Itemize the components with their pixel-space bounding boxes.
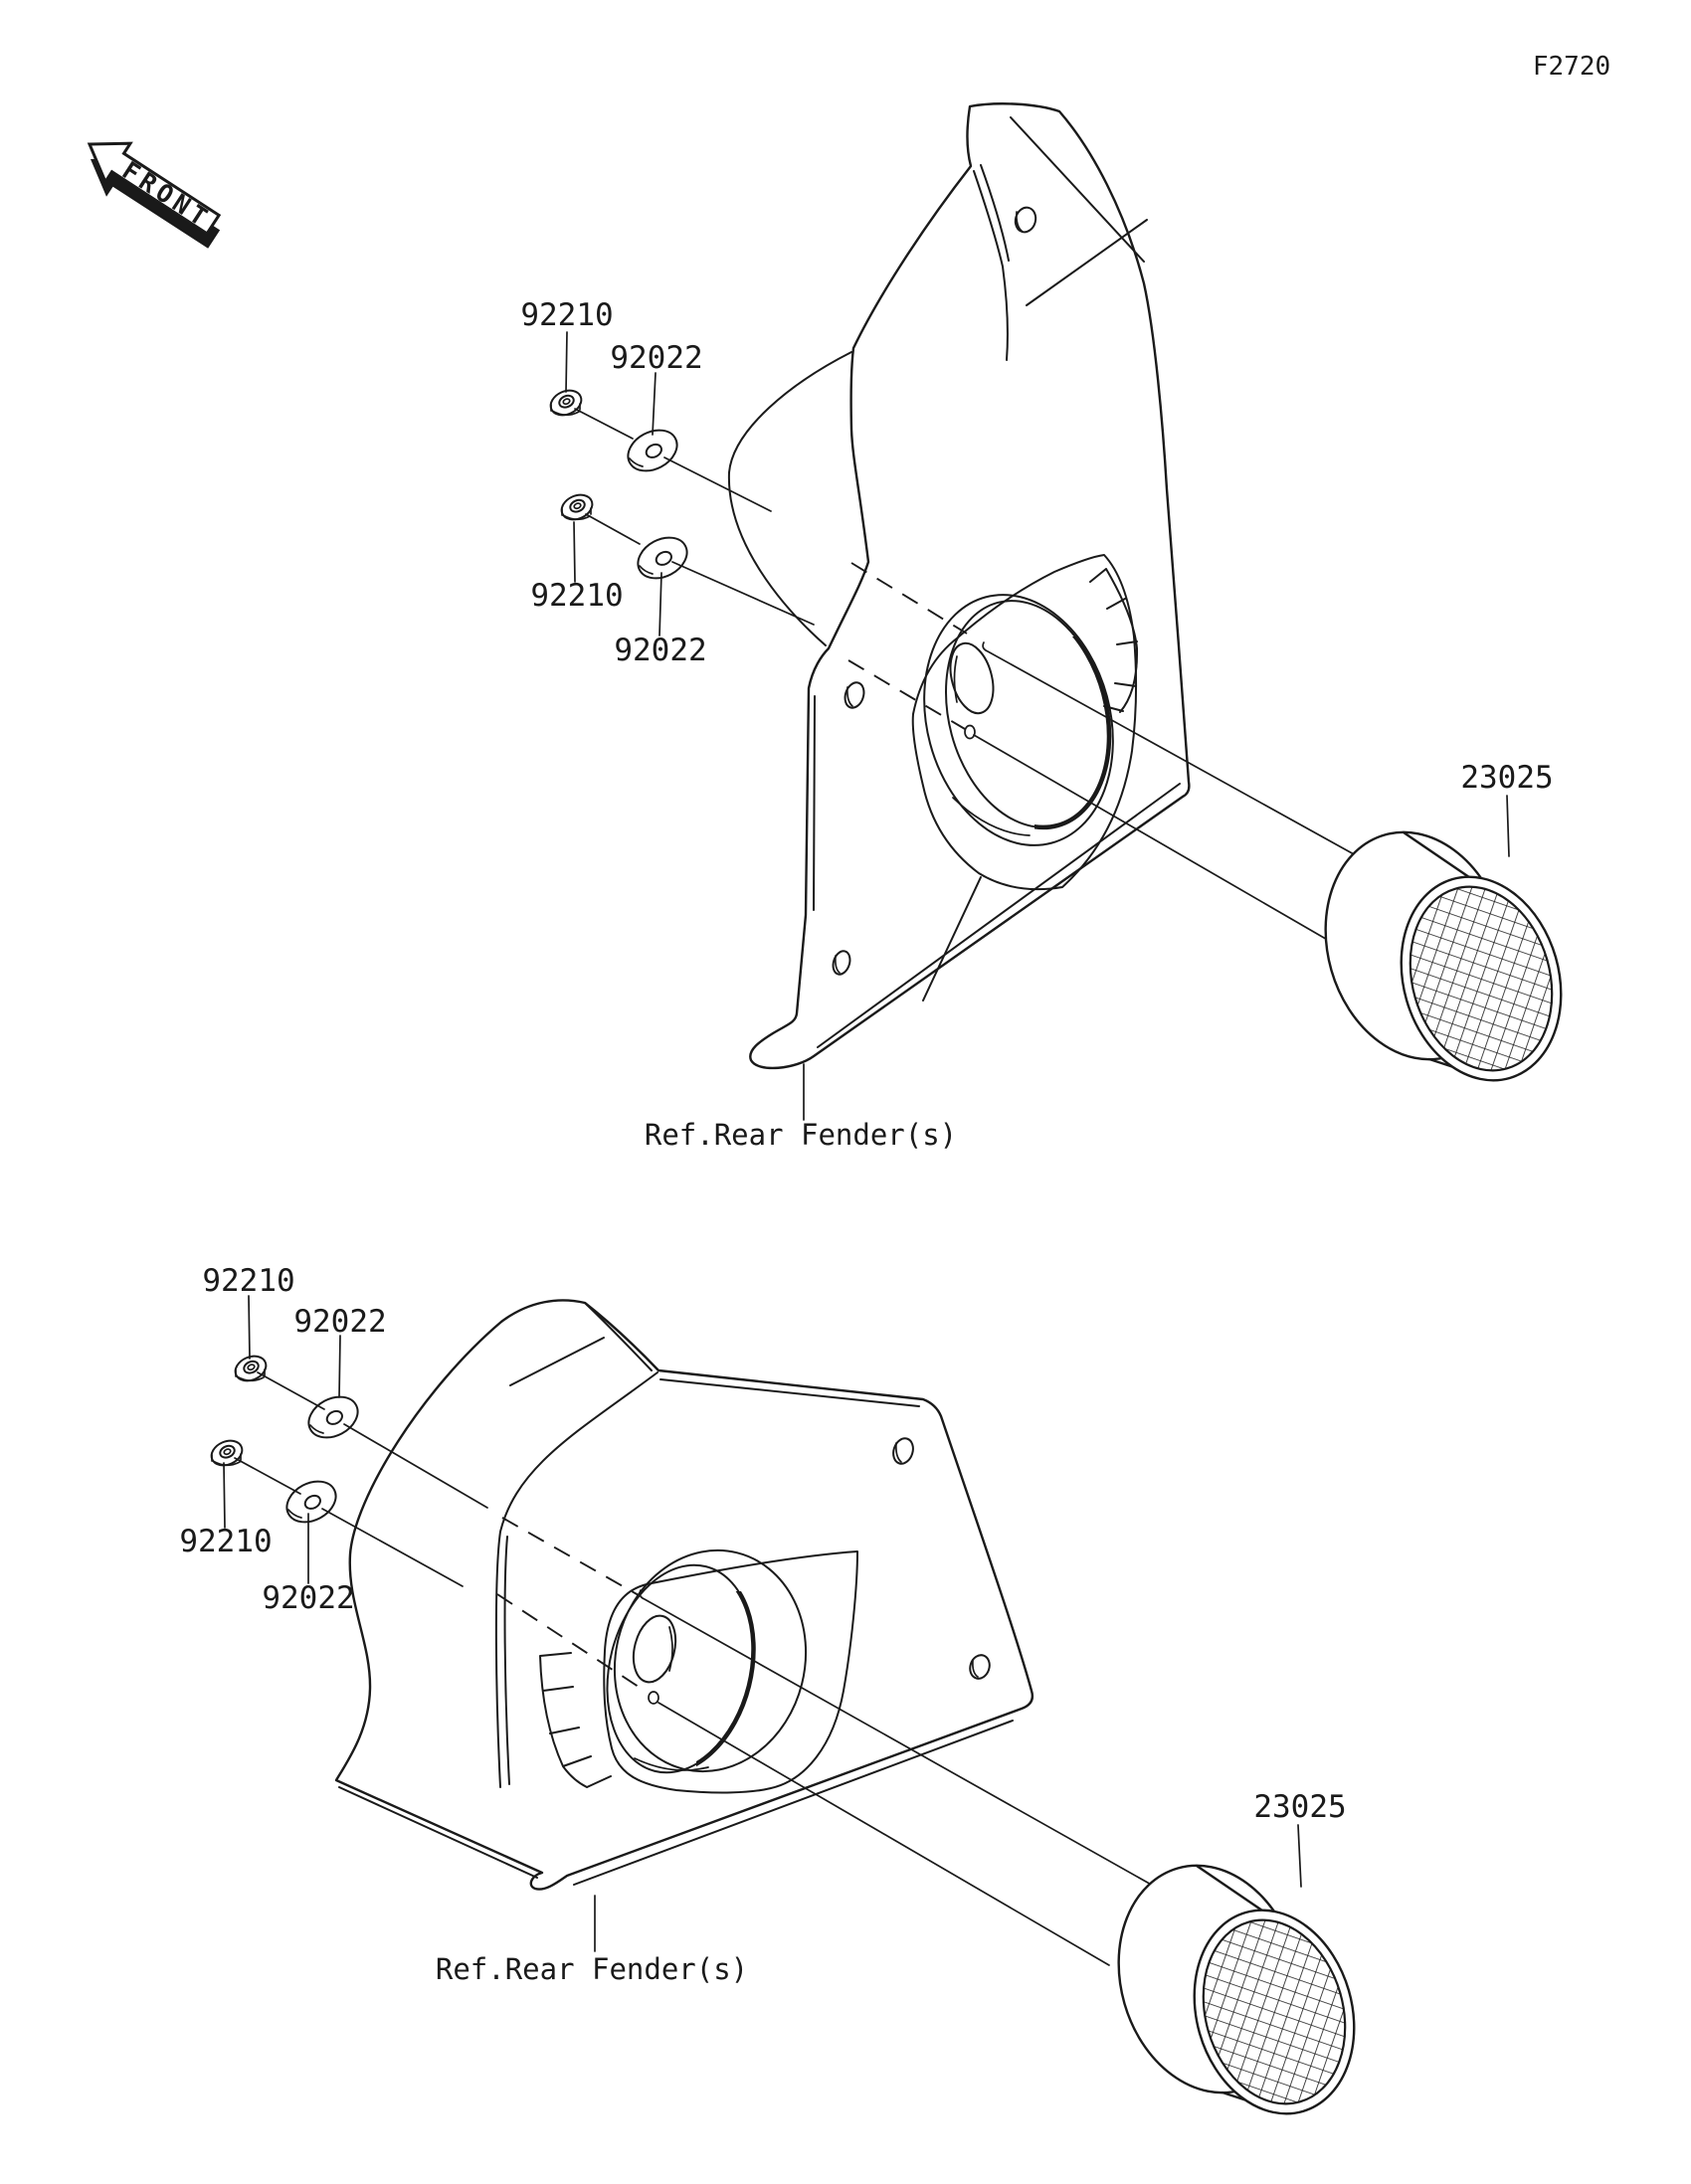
axis-upper-solid bbox=[575, 409, 771, 511]
axis-upper-hidden bbox=[851, 563, 967, 634]
axis-lower-solid bbox=[235, 1458, 463, 1586]
reflector-recess-bottom bbox=[540, 1530, 857, 1792]
recess-opening bbox=[913, 555, 1136, 889]
ref-note-bottom: Ref.Rear Fender(s) bbox=[435, 1952, 749, 1986]
part-label-reflector-top: 23025 bbox=[1460, 760, 1554, 796]
bottom-diagram bbox=[179, 1263, 1377, 2132]
panel-hole-upper-thickness bbox=[847, 687, 852, 706]
part-label-washer-lower-bottom: 92022 bbox=[262, 1580, 355, 1616]
panel-hole-lower bbox=[831, 949, 853, 977]
assembly-axis-lines-bottom bbox=[235, 1372, 1155, 1965]
recess-ribs bbox=[1090, 569, 1137, 712]
rear-fender-outline-top bbox=[729, 103, 1190, 1068]
part-label-nut-lower-top: 92210 bbox=[530, 578, 624, 614]
recess-slot bbox=[627, 1611, 681, 1687]
part-label-nut-lower-bottom: 92210 bbox=[179, 1524, 273, 1559]
tangent-line-lower bbox=[658, 1703, 1109, 1965]
tangent-line-upper bbox=[983, 642, 1383, 870]
panel-hole-upper bbox=[842, 680, 866, 710]
part-label-reflector-bottom: 23025 bbox=[1253, 1789, 1347, 1825]
part-label-nut-upper-bottom: 92210 bbox=[202, 1263, 295, 1299]
fender-crease bbox=[510, 1338, 604, 1385]
panel-hole-lower bbox=[967, 1653, 992, 1682]
fender-creases bbox=[923, 117, 1147, 1001]
nut-92210-upper-bottom bbox=[232, 1352, 271, 1385]
recess-pilot-hole bbox=[649, 1692, 658, 1704]
fender-tab-fold bbox=[974, 165, 1009, 360]
washer-92022-upper-bottom bbox=[301, 1388, 364, 1445]
figure-code: F2720 bbox=[1532, 52, 1611, 82]
axis-lower-hidden bbox=[497, 1594, 645, 1691]
leader-lines-bottom bbox=[224, 1296, 1301, 1951]
fender-tab-fold bbox=[587, 1305, 652, 1370]
part-label-washer-lower-top: 92022 bbox=[614, 633, 707, 668]
recess-opening bbox=[604, 1551, 857, 1792]
panel-hole-upper-thickness bbox=[896, 1443, 901, 1462]
reflector-23025-bottom bbox=[1092, 1844, 1377, 2133]
recess-ribs bbox=[540, 1653, 611, 1787]
recess-pilot-hole bbox=[965, 726, 975, 739]
part-label-washer-upper-top: 92022 bbox=[610, 340, 703, 376]
front-arrow-label: FRONT bbox=[116, 155, 217, 235]
washer-92022-lower-bottom bbox=[280, 1473, 342, 1530]
fender-silhouette bbox=[336, 1300, 1033, 1889]
fender-inner-fold bbox=[496, 1372, 658, 1787]
rear-fender-outline-bottom bbox=[336, 1300, 1033, 1889]
panel-hole-lower-thickness bbox=[973, 1660, 978, 1677]
top-diagram bbox=[520, 103, 1584, 1152]
nut-92210-lower-top bbox=[558, 490, 597, 524]
reflector-23025-top bbox=[1299, 811, 1584, 1100]
panel-hole-lower-thickness bbox=[836, 956, 840, 973]
part-label-washer-upper-bottom: 92022 bbox=[293, 1304, 387, 1340]
panel-hole-upper bbox=[890, 1436, 916, 1467]
assembly-axis-lines-top bbox=[575, 409, 1383, 942]
ref-note-top: Ref.Rear Fender(s) bbox=[644, 1118, 958, 1152]
tangent-line-lower bbox=[974, 735, 1331, 942]
part-label-nut-upper-top: 92210 bbox=[520, 297, 614, 333]
nut-92210-lower-bottom bbox=[208, 1436, 247, 1470]
axis-upper-hidden bbox=[502, 1518, 639, 1595]
washer-92022-lower-top bbox=[631, 529, 693, 586]
front-arrow bbox=[71, 125, 233, 259]
